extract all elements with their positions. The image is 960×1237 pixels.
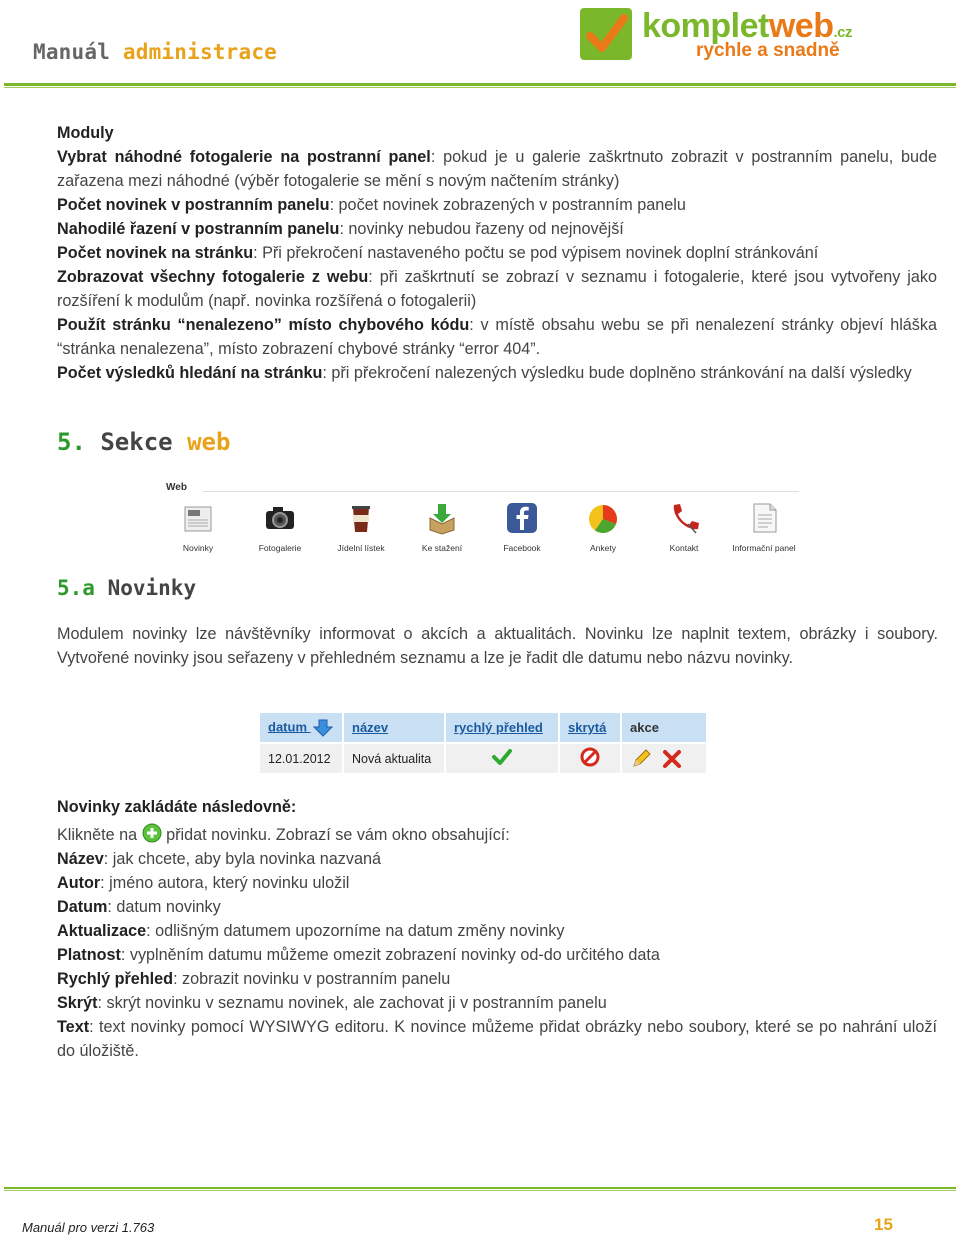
moduly-section [57, 121, 937, 385]
module-informacni-panel[interactable] [729, 500, 799, 553]
module-label: Ankety [590, 543, 616, 553]
moduly-item-desc: : pokud je u galerie zaškrtnuto zobrazit v postranním panelu, bude zařazena mezi náhodné (výběr fotogalerie se mění s novým načtením stránky) [57, 148, 937, 190]
moduly-item-desc: : při zaškrtnutí se zobrazí v seznamu i fotogalerie, které jsou vytvořeny jako rozšíření k modulům (např. novinka rozšířená o fotogalerii) [57, 268, 937, 310]
module-label: Fotogalerie [258, 543, 302, 553]
module-ke-stazeni[interactable] [407, 500, 477, 553]
module-label: Jídelní lístek [337, 543, 385, 553]
module-label: Facebook [503, 543, 541, 553]
novinky-intro-paragraph: Modulem novinky lze návštěvníky informovat o akcích a aktualitách. Novinku lze naplnit textem, obrázky i soubory. Vytvořené novinky jsou seřazeny v přehledném seznamu a lze je řadit dle datumu nebo názvu novinky. [57, 625, 938, 667]
column-header-label: rychlý přehled [454, 720, 543, 735]
howto-field-desc: : vyplněním datumu můžeme omezit zobrazení novinky od-do určitého data [120, 946, 660, 964]
module-fotogalerie[interactable] [245, 500, 315, 553]
newspaper-icon [180, 500, 216, 536]
howto-field-desc: : datum novinky [107, 898, 221, 916]
howto-field-term: Aktualizace [57, 922, 147, 940]
moduly-item-desc: : při překročení nalezených výsledku bude doplněno stránkování na další výsledky [322, 364, 912, 382]
pencil-edit-icon[interactable] [630, 748, 652, 770]
footer-version: Manuál pro verzi 1.763 [22, 1220, 155, 1235]
moduly-item-term: Počet novinek v postranním panelu [57, 196, 330, 214]
section-title-word: Sekce [85, 428, 188, 456]
moduly-item [57, 313, 937, 361]
red-delete-x-icon[interactable] [661, 748, 683, 770]
add-plus-icon[interactable] [142, 823, 162, 843]
news-list-table [258, 713, 708, 773]
cell-name: Nová aktualita [344, 742, 444, 773]
pie-chart-icon [585, 500, 621, 536]
header-title-main: Manuál [33, 40, 123, 64]
document-icon [746, 500, 782, 536]
moduly-item-term: Počet výsledků hledání na stránku [57, 364, 323, 382]
section-title-accent: web [187, 428, 231, 456]
header-title-accent: administrace [122, 40, 278, 64]
column-header-nazev[interactable] [344, 713, 444, 742]
column-header-rychly-prehled[interactable] [446, 713, 558, 742]
moduly-item [57, 361, 937, 385]
camera-icon [262, 500, 298, 536]
moduly-item [57, 241, 937, 265]
footer-divider [4, 1187, 956, 1189]
howto-click-post: přidat novinku. Zobrazí se vám okno obsahující: [161, 826, 510, 844]
moduly-item [57, 217, 937, 241]
howto-field-desc: : zobrazit novinku v postranním panelu [173, 970, 451, 988]
section-number: 5.a [57, 576, 95, 600]
howto-field [57, 847, 937, 871]
moduly-item-desc: : novinky nebudou řazeny od nejnovější [339, 220, 624, 238]
module-jidelni-listek[interactable] [326, 500, 396, 553]
logo-word-komplet: komplet [642, 7, 769, 45]
phone-icon [666, 500, 702, 536]
cell-actions [622, 742, 706, 773]
howto-field [57, 967, 937, 991]
column-header-label: skrytá [568, 720, 607, 735]
web-strip-divider [203, 491, 799, 492]
green-check-icon[interactable] [492, 749, 512, 765]
howto-field-term: Text [57, 1018, 90, 1036]
web-modules-strip [163, 478, 803, 553]
section-title: Novinky [94, 576, 197, 600]
logo-tld: .cz [833, 24, 852, 41]
moduly-item-term: Použít stránku “nenalezeno” místo chybového kódu [57, 316, 470, 334]
howto-field [57, 895, 937, 919]
sort-down-arrow-icon [313, 719, 333, 737]
column-header-label: akce [630, 720, 659, 735]
howto-click-pre: Klikněte na [57, 826, 142, 844]
howto-heading: Novinky zakládáte následovně: [57, 798, 297, 816]
moduly-item-desc: : v místě obsahu webu se při nenalezení stránky objeví hláška “stránka nenalezena”, místo zobrazení chybové stránky “error 404”. [57, 316, 937, 358]
section-number: 5. [57, 428, 86, 456]
howto-field-desc: : skrýt novinku v seznamu novinek, ale zachovat ji v postranním panelu [97, 994, 607, 1012]
moduly-heading: Moduly [57, 124, 114, 142]
column-header-datum[interactable] [260, 713, 342, 742]
table-header-row [260, 713, 706, 742]
howto-field-desc: : jméno autora, který novinku uložil [100, 874, 350, 892]
page-header-title [33, 40, 277, 64]
table-row [260, 742, 706, 773]
module-label: Novinky [182, 543, 214, 553]
cell-quick-overview [446, 742, 558, 773]
cell-date: 12.01.2012 [260, 742, 342, 773]
howto-field [57, 871, 937, 895]
forbidden-icon[interactable] [580, 747, 600, 767]
howto-field-term: Platnost [57, 946, 121, 964]
module-label: Kontakt [669, 543, 699, 553]
howto-field [57, 991, 937, 1015]
howto-field-desc: : jak chcete, aby byla novinka nazvaná [103, 850, 381, 868]
footer-divider-thin [4, 1190, 956, 1191]
module-novinky[interactable] [163, 500, 233, 553]
coffee-cup-icon [343, 500, 379, 536]
logo-word-web: web [768, 7, 834, 45]
module-kontakt[interactable] [649, 500, 719, 553]
howto-field-desc: : odlišným datumem upozorníme na datum změny novinky [146, 922, 565, 940]
column-header-label: název [352, 720, 389, 735]
module-label: Informační panel [732, 543, 796, 553]
howto-field-term: Datum [57, 898, 108, 916]
howto-click-line [57, 823, 937, 847]
column-header-label: datum [268, 718, 307, 734]
download-box-icon [424, 500, 460, 536]
moduly-item-term: Nahodilé řazení v postranním panelu [57, 220, 340, 238]
logo-tagline: rychle a snadně [696, 40, 840, 61]
logo-check-icon [578, 6, 634, 62]
moduly-item [57, 145, 937, 193]
moduly-item [57, 193, 937, 217]
module-label: Ke stažení [421, 543, 463, 553]
howto-field-desc: : text novinky pomocí WYSIWYG editoru. K novince můžeme přidat obrázky nebo soubory, které se po nahrání uloží do úložiště. [57, 1018, 937, 1060]
page-number: 15 [874, 1215, 893, 1234]
header-divider-thin [4, 87, 956, 88]
section-heading-novinky [57, 576, 196, 600]
cell-hidden [560, 742, 620, 773]
moduly-item-desc: : Při překročení nastaveného počtu se pod výpisem novinek doplní stránkování [253, 244, 819, 262]
moduly-item-term: Zobrazovat všechny fotogalerie z webu [57, 268, 369, 286]
howto-field [57, 1015, 937, 1063]
novinky-howto [57, 795, 937, 1063]
howto-field [57, 943, 937, 967]
howto-field-term: Rychlý přehled [57, 970, 174, 988]
moduly-item [57, 265, 937, 313]
howto-field-term: Autor [57, 874, 101, 892]
column-header-akce [622, 713, 706, 742]
howto-field-term: Název [57, 850, 104, 868]
module-facebook[interactable] [487, 500, 557, 553]
howto-field [57, 919, 937, 943]
section-heading-sekce-web [57, 428, 230, 456]
moduly-item-term: Počet novinek na stránku [57, 244, 254, 262]
module-ankety[interactable] [568, 500, 638, 553]
kompletweb-logo [578, 4, 908, 66]
facebook-icon [504, 500, 540, 536]
web-strip-label: Web [166, 482, 187, 493]
moduly-item-desc: : počet novinek zobrazených v postranním panelu [329, 196, 686, 214]
header-divider [4, 83, 956, 86]
column-header-skryta[interactable] [560, 713, 620, 742]
moduly-item-term: Vybrat náhodné fotogalerie na postranní panel [57, 148, 431, 166]
howto-field-term: Skrýt [57, 994, 98, 1012]
